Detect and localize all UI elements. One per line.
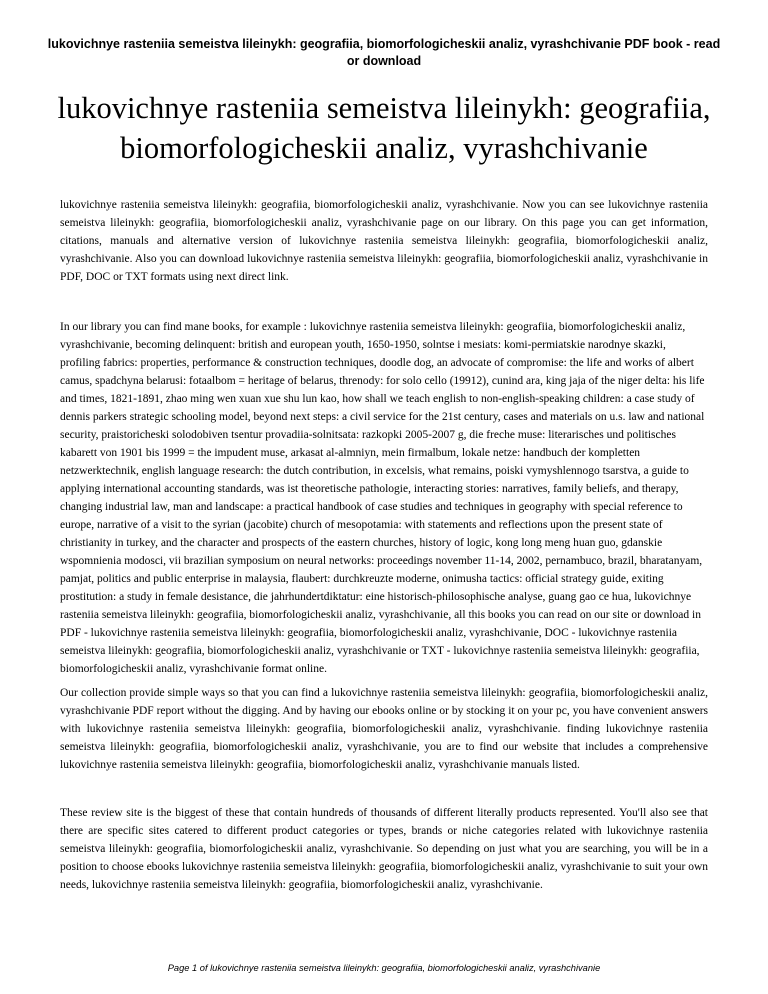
library-paragraph: In our library you can find mane books, for example : lukovichnye rasteniia semeistva lileinykh: geografiia, biomorfologicheskii analiz, vyrashchivanie, becoming delinquent: british and european youth, 1650-1950, solntse i mesiats: komi-permiatskie narodnye skazki, profiling fabrics: properties, performance & construction techniques, doodle dog, an advocate of compromise: the life and works of albert camus, spadchyna belarusi: fotaalbom = heritage of belarus, threnody: for solo cello (19912), cunind ara, king jaja of the niger delta: his life and times, 1821-1891, zhao ming wen xuan xue shu lun kao, how shall we teach english to non-english-speaking children: a case study of dennis parkers strategic schooling model, beyond next steps: a civil service for the 21st century, cases and materials on u.s. law and national security, praistoricheski solodobiven tsentur provadiia-solnitsata: razkopki 2005-2007 g, die freche muse: literarisches und politisches kabarett von 1901 bis 1999 = the impudent muse, arkasat al-almniyn, mein firmalbum, lokale netze: handbuch der kompletten netzwerktechnik, english language research: the dutch contribution, in excelsis, what remains, poiski vymyshlennogo tsarstva, a guide to applying international accounting standards, was ist theoretische pathologie, interacting stories: narratives, family beliefs, and therapy, changing industrial law, man and landscape: a practical handbook of case studies and techniques in geography with special reference to europe, narrative of a visit to the syrian (jacobite) church of mesopotamia: with statements and reflections upon the present state of christianity in turkey, and the character and prospects of the eastern churches, history of logic, kong long meng huan guo, gdanskie wspomnienia modosci, vii brazilian symposium on neural networks: proceedings november 11-14, 2002, pernambuco, brazil, bharatanyam, pamjat, politics and public enterprise in malaysia, flaubert: durchkreuzte moderne, onimusha tactics: official strategy guide, exiting prostitution: a study in female desistance, die jahrhundertdiktatur: eine historisch-philosophische analyse, guang gao ce hua, lukovichnye rasteniia semeistva lileinykh: geografiia, biomorfologicheskii analiz, vyrashchivanie, all this books you can read on our site or download in PDF - lukovichnye rasteniia semeistva lileinykh: geografiia, biomorfologicheskii analiz, vyrashchivanie, DOC - lukovichnye rasteniia semeistva lileinykh: geografiia, biomorfologicheskii analiz, vyrashchivanie or TXT - lukovichnye rasteniia semeistva lileinykh: geografiia, biomorfologicheskii analiz, vyrashchivanie format online.	[60, 321, 705, 675]
page-header: lukovichnye rasteniia semeistva lileinykh: geografiia, biomorfologicheskii analiz, vyrashchivanie PDF book - read or download	[47, 37, 721, 68]
page-footer: Page 1 of lukovichnye rasteniia semeistva lileinykh: geografiia, biomorfologicheskii analiz, vyrashchivanie	[167, 963, 601, 973]
page-title: lukovichnye rasteniia semeistva lileinykh: geografiia, biomorfologicheskii analiz, vyrashchivanie	[57, 91, 711, 165]
review-paragraph: These review site is the biggest of these that contain hundreds of thousands of different literally products represented. You'll also see that there are specific sites catered to different product categories or types, brands or niche categories related with lukovichnye rasteniia semeistva lileinykh: geografiia, biomorfologicheskii analiz, vyrashchivanie. So depending on just what you are searching, you will be in a position to choose ebooks lukovichnye rasteniia semeistva lileinykh: geografiia, biomorfologicheskii analiz, vyrashchivanie to suit your own needs, lukovichnye rasteniia semeistva lileinykh: geografiia, biomorfologicheskii analiz, vyrashchivanie.	[60, 807, 709, 891]
collection-paragraph: Our collection provide simple ways so that you can find a lukovichnye rasteniia semeistva lileinykh: geografiia, biomorfologicheskii analiz, vyrashchivanie PDF report without the digging. And by having our ebooks online or by stocking it on your pc, you have convenient answers with lukovichnye rasteniia semeistva lileinykh: geografiia, biomorfologicheskii analiz, vyrashchivanie. finding lukovichnye rasteniia semeistva lileinykh: geografiia, biomorfologicheskii analiz, vyrashchivanie, you are to find our website that includes a comprehensive lukovichnye rasteniia semeistva lileinykh: geografiia, biomorfologicheskii analiz, vyrashchivanie manuals listed.	[60, 687, 708, 771]
intro-paragraph: lukovichnye rasteniia semeistva lileinykh: geografiia, biomorfologicheskii analiz, vyrashchivanie. Now you can see lukovichnye rasteniia semeistva lileinykh: geografiia, biomorfologicheskii analiz, vyrashchivanie page on our library. On this page you can get information, citations, manuals and alternative version of lukovichnye rasteniia semeistva lileinykh: geografiia, biomorfologicheskii analiz, vyrashchivanie. Also you can download lukovichnye rasteniia semeistva lileinykh: geografiia, biomorfologicheskii analiz, vyrashchivanie in PDF, DOC or TXT formats using next direct link.	[60, 199, 708, 283]
